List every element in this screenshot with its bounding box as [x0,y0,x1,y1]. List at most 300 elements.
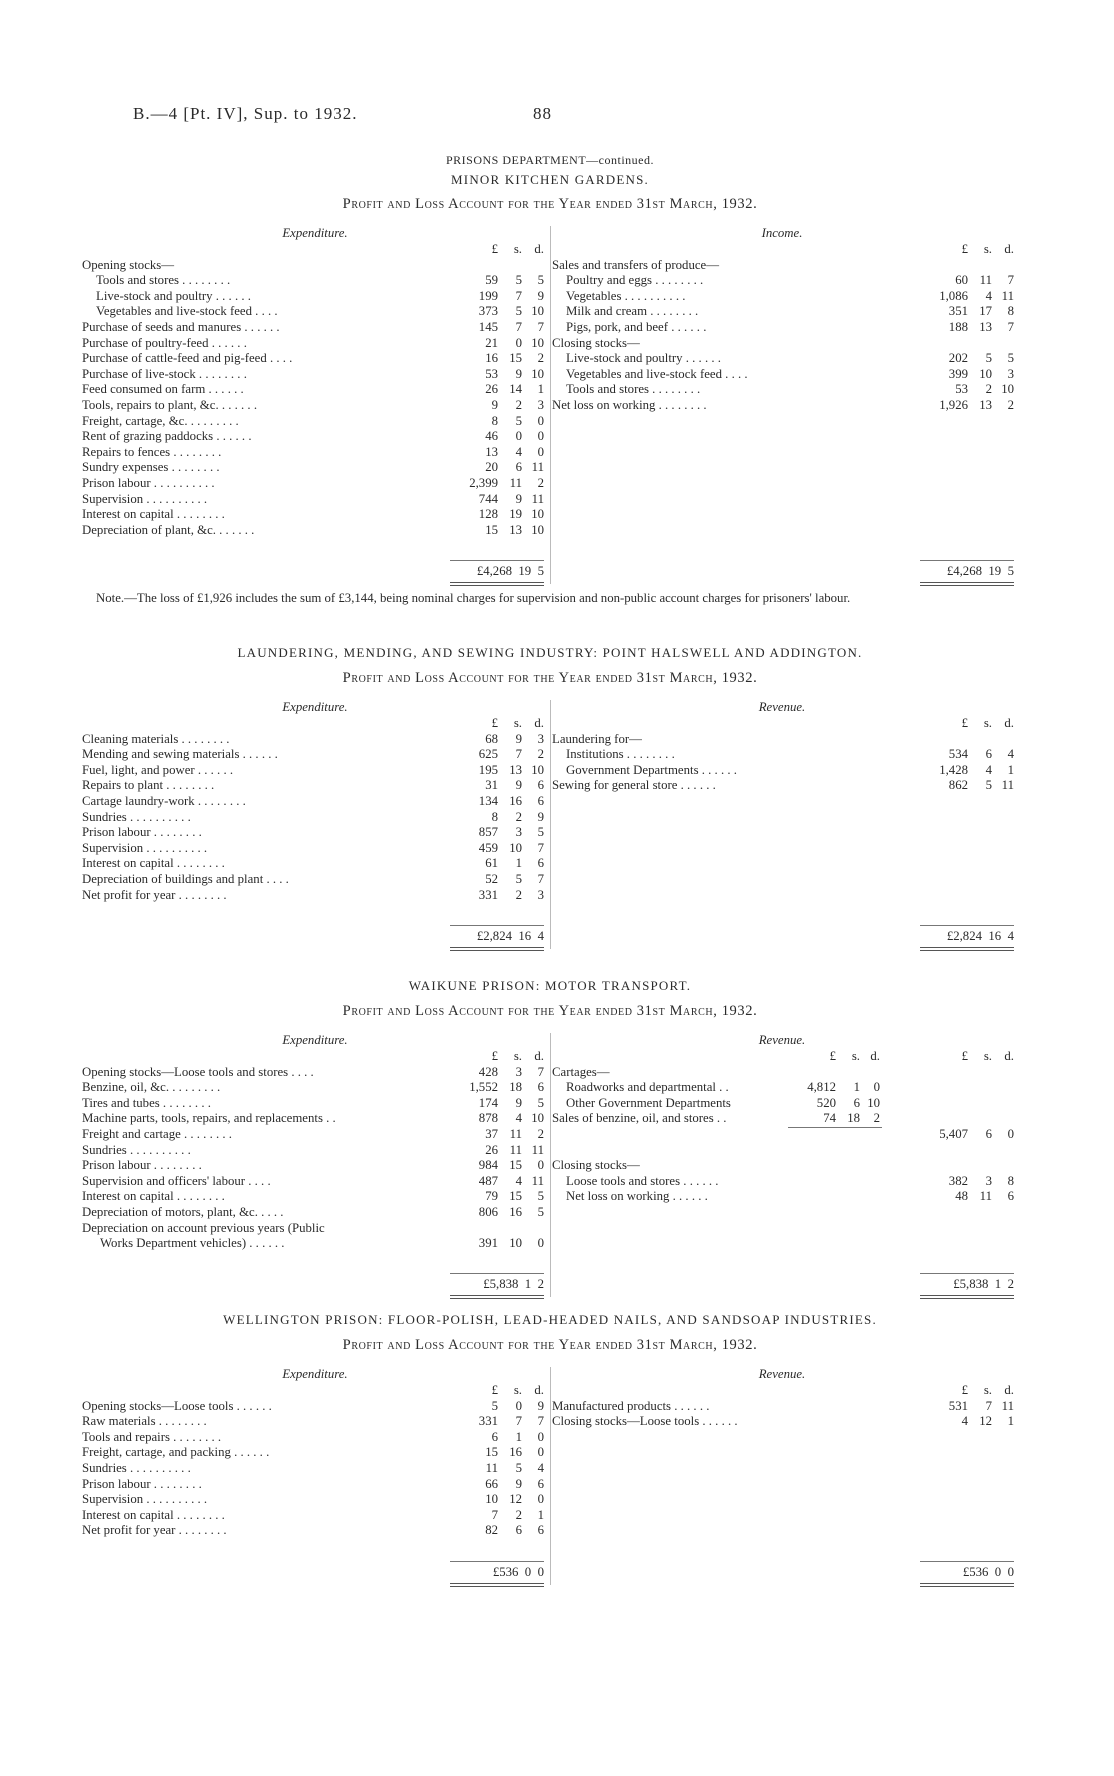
row-label: Depreciation of motors, plant, &c. . . . . [82,1204,284,1219]
table-row [82,747,548,763]
amount-cell: 1,428 [939,762,968,777]
amount-cell: 48 [955,1189,968,1204]
row-label: Loose tools and stores . . . . . . [566,1173,719,1188]
amount-cell: 59 [485,273,498,288]
amount-cell: 0 [537,429,544,444]
amount-cell: 8 [1007,304,1014,319]
row-label: Repairs to fences . . . . . . . . [82,444,222,459]
amount-cell: 2 [873,1111,880,1126]
unit-label: s. [983,242,992,256]
row-label: Purchase of seeds and manures . . . . . . [82,319,280,334]
row-label: Roadworks and departmental . . [566,1080,729,1095]
amount-cell: 399 [948,366,968,381]
amount-cell: 487 [478,1173,498,1188]
amount-cell: 3 [985,1173,992,1188]
amount-cell: 13 [509,762,522,777]
amount-cell: 11 [531,1173,544,1188]
amount-cell: 128 [478,507,498,522]
amount-cell: 6 [1007,1189,1014,1204]
amount-cell: 0 [537,1492,544,1507]
revenue-column [552,700,1014,943]
amount-cell: 391 [478,1236,498,1251]
amount-cell: 9 [515,778,522,793]
revenue-heading: Revenue. [758,1367,806,1381]
table-row [82,1080,548,1096]
amount-cell: 19 [509,507,522,522]
table-row [82,445,548,461]
amount-cell: 5 [515,273,522,288]
table-row [82,1189,548,1205]
row-label: Sales of benzine, oil, and stores . . [552,1111,727,1126]
amount-cell: 31 [485,778,498,793]
units-row [82,1049,548,1065]
revenue-heading: Revenue. [758,1033,806,1047]
table-row [552,398,1012,414]
amount-cell: 5 [491,1398,498,1413]
amount-cell: 6 [537,1080,544,1095]
amount-cell: 862 [948,778,968,793]
table-row [82,414,548,430]
amount-cell: 16 [509,1445,522,1460]
amount-cell: 1,086 [939,288,968,303]
unit-label: d. [534,1049,544,1063]
table-row [82,1523,548,1539]
unit-label: s. [513,716,522,730]
row-label: Laundering for— [552,731,642,746]
total-rule [920,560,1014,561]
amount-cell: 2 [515,809,522,824]
amount-cell: 20 [485,460,498,475]
table-row [552,1096,1012,1112]
amount-cell: 7 [537,319,544,334]
amount-cell: 1 [515,1429,522,1444]
amount-cell: 4 [985,288,992,303]
row-label: Interest on capital . . . . . . . . [82,507,225,522]
amount-cell: 6 [537,856,544,871]
table-row [552,382,1012,398]
table-row [82,1477,548,1493]
document-reference: B.—4 [Pt. IV], Sup. to 1932. [133,104,358,123]
left-total: £536 0 0 [492,1564,544,1579]
unit-label: d. [870,1049,880,1063]
amount-cell: 18 [847,1111,860,1126]
column-divider [550,700,551,949]
revenue-heading: Income. [761,226,803,240]
total-rule [920,1273,1014,1274]
expenditure-heading: Expenditure. [282,1033,348,1047]
amount-cell: 7 [515,319,522,334]
row-label: Cleaning materials . . . . . . . . [82,731,230,746]
amount-cell: 3 [515,1064,522,1079]
amount-cell: 11 [979,273,992,288]
account-subtitle: Profit and Loss Account for the Year ended 31st March, 1932. [342,670,758,686]
amount-cell: 26 [485,382,498,397]
table-row [552,289,1012,305]
units-row [82,242,548,258]
row-label: Sundry expenses . . . . . . . . [82,460,220,475]
table-row [82,872,548,888]
amount-cell: 4 [961,1414,968,1429]
amount-cell: 1 [537,1507,544,1522]
amount-cell: 7 [537,1414,544,1429]
expenditure-column [82,226,548,578]
amount-cell: 3 [537,731,544,746]
row-label: Milk and cream . . . . . . . . [566,304,699,319]
amount-cell: 7 [515,288,522,303]
row-label: Net loss on working . . . . . . . . [552,397,707,412]
amount-cell: 0 [515,1398,522,1413]
amount-cell: 15 [509,1158,522,1173]
amount-cell: 5 [515,304,522,319]
amount-cell: 6 [537,778,544,793]
amount-cell: 744 [478,491,498,506]
unit-label: £ [961,1383,968,1397]
amount-cell: 15 [509,1189,522,1204]
amount-cell: 61 [485,856,498,871]
total-rule [920,1561,1014,1562]
row-label: Poultry and eggs . . . . . . . . [566,273,704,288]
row-label: Benzine, oil, &c. . . . . . . . . [82,1080,221,1095]
amount-cell: 1 [515,856,522,871]
row-label: Tires and tubes . . . . . . . . [82,1095,211,1110]
table-row [552,304,1012,320]
amount-cell: 382 [948,1173,968,1188]
unit-label: £ [491,1049,498,1063]
amount-cell: 53 [955,382,968,397]
table-row [82,476,548,492]
unit-label: d. [534,1383,544,1397]
table-row [552,778,1012,794]
amount-cell: 202 [948,351,968,366]
amount-cell: 9 [515,731,522,746]
table-row [82,763,548,779]
amount-cell: 16 [485,351,498,366]
amount-cell: 3 [537,887,544,902]
row-label: Prison labour . . . . . . . . [82,825,202,840]
section-title: LAUNDERING, MENDING, AND SEWING INDUSTRY: POINT HALSWELL AND ADDINGTON. [237,645,863,660]
table-row [82,888,548,904]
amount-cell: 1 [1007,762,1014,777]
table-row [82,398,548,414]
account-subtitle: Profit and Loss Account for the Year ended 31st March, 1932. [342,1003,758,1019]
amount-cell: 82 [485,1523,498,1538]
expenditure-heading: Expenditure. [282,1367,348,1381]
amount-cell: 6 [853,1095,860,1110]
amount-cell: 9 [537,288,544,303]
amount-cell: 4 [985,762,992,777]
amount-cell: 3 [537,397,544,412]
row-label: Machine parts, tools, repairs, and replacements . . [82,1111,336,1126]
table-row [82,810,548,826]
amount-cell: 2 [537,1126,544,1141]
row-label: Tools, repairs to plant, &c. . . . . . . [82,397,258,412]
total-double-rule [450,1295,544,1299]
amount-cell: 6 [985,1126,992,1141]
row-label: Net loss on working . . . . . . [566,1189,708,1204]
amount-cell: 4 [515,1173,522,1188]
table-row [82,825,548,841]
table-row [82,841,548,857]
amount-cell: 10 [531,762,544,777]
row-label: Sundries . . . . . . . . . . [82,1460,191,1475]
total-double-rule [920,582,1014,586]
amount-cell: 2 [515,397,522,412]
amount-cell: 7 [515,1414,522,1429]
table-row [552,747,1012,763]
amount-cell: 5 [985,351,992,366]
amount-cell: 13 [485,444,498,459]
table-row [552,1189,1012,1205]
amount-cell: 18 [509,1080,522,1095]
section-title: MINOR KITCHEN GARDENS. [451,172,649,187]
row-label: Supervision and officers' labour . . . . [82,1173,271,1188]
row-label: Sales and transfers of produce— [552,257,720,272]
units-row [82,1383,548,1399]
amount-cell: 11 [1001,1398,1014,1413]
table-row [552,1414,1012,1430]
table-row [82,273,548,289]
amount-cell: 7 [491,1507,498,1522]
table-row [82,1236,548,1252]
amount-cell: 4 [537,1460,544,1475]
amount-cell: 9 [515,491,522,506]
amount-cell: 13 [979,319,992,334]
row-label: Closing stocks— [552,335,640,350]
row-label: Pigs, pork, and beef . . . . . . [566,319,707,334]
row-label: Opening stocks—Loose tools and stores . . . . [82,1064,314,1079]
row-label: Fuel, light, and power . . . . . . [82,762,234,777]
table-row [552,1065,1012,1081]
row-label: Rent of grazing paddocks . . . . . . [82,429,252,444]
amount-cell: 857 [478,825,498,840]
unit-label: £ [961,242,968,256]
row-label: Institutions . . . . . . . . [566,747,675,762]
row-label: Government Departments . . . . . . [566,762,737,777]
amount-cell: 0 [515,429,522,444]
amount-cell: 15 [485,522,498,537]
amount-cell: 16 [509,1204,522,1219]
total-rule [450,560,544,561]
row-label: Tools and stores . . . . . . . . [566,382,701,397]
right-total: £536 0 0 [962,1564,1014,1579]
amount-cell: 0 [537,1158,544,1173]
amount-cell: 0 [515,335,522,350]
unit-label: s. [983,1049,992,1063]
total-double-rule [920,947,1014,951]
table-row [552,367,1012,383]
amount-cell: 531 [948,1398,968,1413]
amount-cell: 7 [515,747,522,762]
unit-label: £ [961,1049,968,1063]
amount-cell: 174 [478,1095,498,1110]
amount-cell: 5 [537,1189,544,1204]
amount-cell: 5 [515,1460,522,1475]
table-row [82,1143,548,1159]
table-row [82,460,548,476]
column-divider [550,1367,551,1585]
amount-cell: 984 [478,1158,498,1173]
amount-cell: 10 [531,1111,544,1126]
account-subtitle: Profit and Loss Account for the Year ended 31st March, 1932. [342,1337,758,1353]
row-label: Prison labour . . . . . . . . [82,1476,202,1491]
amount-cell: 4 [515,444,522,459]
unit-label: £ [491,1383,498,1397]
amount-cell: 10 [531,304,544,319]
row-label: Purchase of live-stock . . . . . . . . [82,366,247,381]
units-row [552,1049,1012,1065]
amount-cell: 6 [491,1429,498,1444]
units-row [552,242,1012,258]
unit-label: s. [851,1049,860,1063]
table-row [552,732,1012,748]
table-row [82,507,548,523]
amount-cell: 17 [979,304,992,319]
amount-cell: 11 [531,1142,544,1157]
row-label: Closing stocks—Loose tools . . . . . . [552,1414,738,1429]
amount-cell: 520 [816,1095,836,1110]
row-label: Vegetables and live-stock feed . . . . [96,304,278,319]
amount-cell: 9 [537,809,544,824]
total-double-rule [450,582,544,586]
amount-cell: 3 [1007,366,1014,381]
column-divider [550,226,551,584]
row-label: Vegetables and live-stock feed . . . . [566,366,748,381]
table-row [552,320,1012,336]
table-row [82,289,548,305]
amount-cell: 53 [485,366,498,381]
table-row [82,1158,548,1174]
amount-cell: 68 [485,731,498,746]
table-row [552,763,1012,779]
table-row [82,1445,548,1461]
amount-cell: 9 [491,397,498,412]
amount-cell: 5 [537,1095,544,1110]
table-row [82,1399,548,1415]
amount-cell: 134 [478,793,498,808]
row-label: Tools and repairs . . . . . . . . [82,1429,222,1444]
unit-label: s. [983,716,992,730]
unit-label: £ [829,1049,836,1063]
unit-label: s. [983,1383,992,1397]
revenue-column [552,1033,1014,1292]
table-row [552,351,1012,367]
amount-cell: 199 [478,288,498,303]
amount-cell: 331 [478,1414,498,1429]
table-row [82,1508,548,1524]
amount-cell: 534 [948,747,968,762]
amount-cell: 8 [491,413,498,428]
table-row [82,382,548,398]
amount-cell: 8 [491,809,498,824]
amount-cell: 74 [823,1111,836,1126]
row-label: Depreciation of plant, &c. . . . . . . [82,522,255,537]
unit-label: d. [1004,1383,1014,1397]
row-label: Raw materials . . . . . . . . [82,1414,207,1429]
amount-cell: 10 [485,1492,498,1507]
row-label: Prison labour . . . . . . . . [82,1158,202,1173]
amount-cell: 7 [537,1064,544,1079]
row-label: Net profit for year . . . . . . . . [82,1523,227,1538]
row-label: Purchase of poultry-feed . . . . . . [82,335,247,350]
row-label: Net profit for year . . . . . . . . [82,887,227,902]
amount-cell: 5 [985,778,992,793]
amount-cell: 12 [509,1492,522,1507]
row-label: Cartages— [552,1064,610,1079]
amount-cell: 4,812 [807,1080,836,1095]
expenditure-heading: Expenditure. [282,226,348,240]
unit-label: d. [534,716,544,730]
units-row [552,716,1012,732]
row-label: Depreciation on account previous years (Public [82,1220,325,1235]
account-subtitle: Profit and Loss Account for the Year ended 31st March, 1932. [342,196,758,212]
amount-cell: 9 [537,1398,544,1413]
row-label: Vegetables . . . . . . . . . . [566,288,686,303]
unit-label: £ [491,716,498,730]
table-row [82,367,548,383]
row-label: Freight, cartage, &c. . . . . . . . . [82,413,239,428]
row-label: Repairs to plant . . . . . . . . [82,778,215,793]
amount-cell: 2 [537,351,544,366]
table-row [82,1221,548,1237]
table-row [552,1174,1012,1190]
amount-cell: 2,399 [469,475,498,490]
table-row [82,304,548,320]
amount-cell: 0 [537,1429,544,1444]
row-label: Supervision . . . . . . . . . . [82,840,208,855]
table-row [82,1461,548,1477]
amount-cell: 7 [537,871,544,886]
units-row [552,1383,1012,1399]
amount-cell: 5,407 [939,1126,968,1141]
row-label: Feed consumed on farm . . . . . . [82,382,244,397]
table-row [552,1399,1012,1415]
table-row [82,1065,548,1081]
amount-cell: 10 [509,840,522,855]
amount-cell: 37 [485,1126,498,1141]
total-rule [450,1273,544,1274]
amount-cell: 806 [478,1204,498,1219]
row-label: Live-stock and poultry . . . . . . [566,351,721,366]
amount-cell: 9 [515,366,522,381]
right-total: £2,824 16 4 [946,928,1014,943]
amount-cell: 0 [873,1080,880,1095]
unit-label: d. [1004,1049,1014,1063]
table-row [82,429,548,445]
amount-cell: 6 [537,1476,544,1491]
total-rule [450,925,544,926]
amount-cell: 2 [1007,397,1014,412]
amount-cell: 66 [485,1476,498,1491]
expenditure-column [82,700,548,943]
amount-cell: 1,552 [469,1080,498,1095]
amount-cell: 14 [509,382,522,397]
table-row [82,1430,548,1446]
revenue-column [552,1367,1014,1579]
amount-cell: 5 [537,1204,544,1219]
expenditure-heading: Expenditure. [282,700,348,714]
unit-label: d. [1004,716,1014,730]
left-total: £2,824 16 4 [476,928,544,943]
table-row [82,492,548,508]
amount-cell: 2 [537,475,544,490]
amount-cell: 21 [485,335,498,350]
table-row [552,1111,1012,1127]
left-total: £5,838 1 2 [483,1277,544,1292]
row-label: Freight and cartage . . . . . . . . [82,1126,232,1141]
amount-cell: 79 [485,1189,498,1204]
amount-cell: 1 [537,382,544,397]
unit-label: s. [513,1383,522,1397]
